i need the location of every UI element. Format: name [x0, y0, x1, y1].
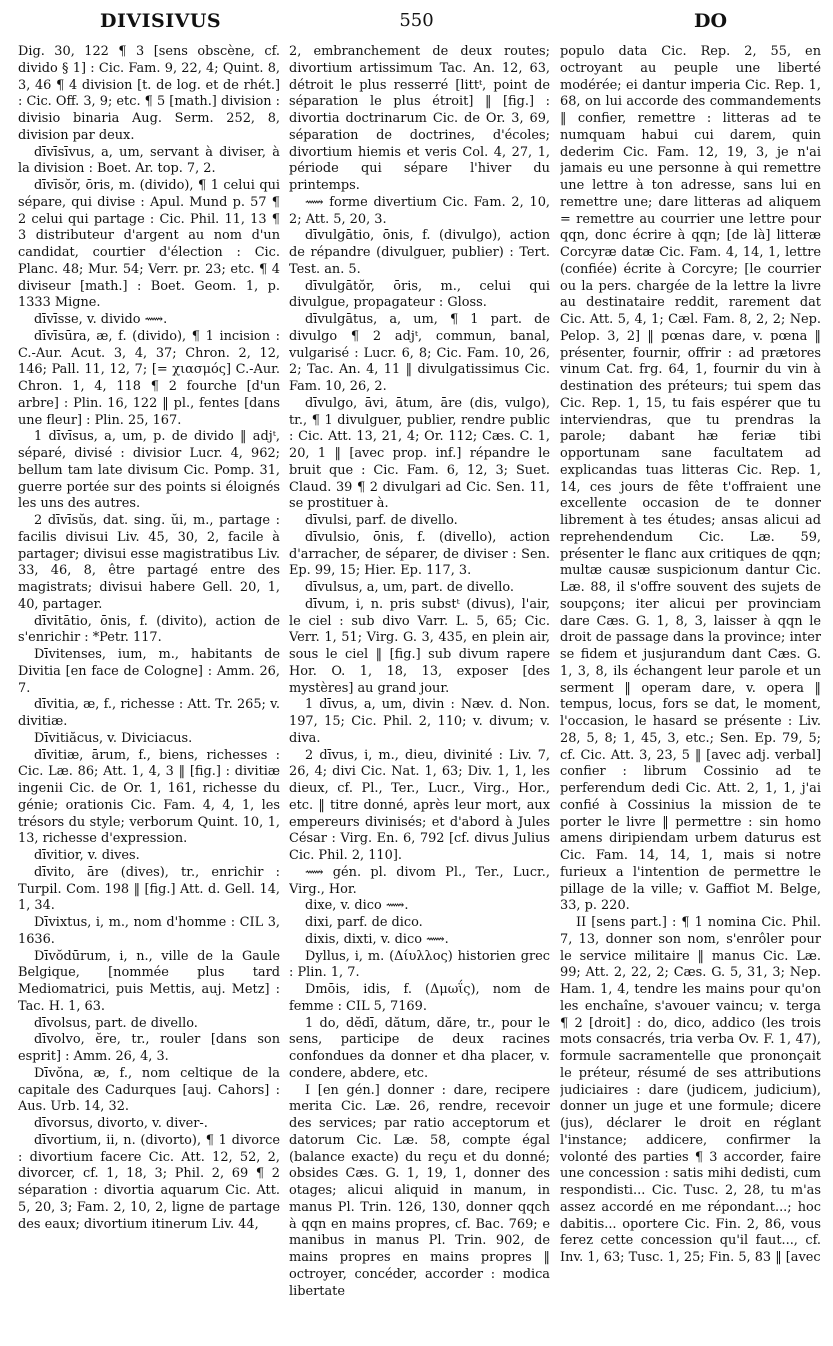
dictionary-entry: Dīvŏna, æ, f., nom celtique de la capitale des Cadurques [auj. Cahors] : Aus. Urb. 14, 32. [18, 1065, 280, 1115]
dictionary-entry: dīvīsse, v. divido ⟿. [34, 312, 168, 327]
dictionary-entry: 1 dīvīsus, a, um, p. de divido ‖ adjᵗ, séparé, divisé : divisior Lucr. 4, 962; bellum tam late divisum Cic. Pomp. 31, guerre portée sur des points si éloignés les uns des autres. [18, 429, 280, 512]
dictionary-entry: dīvulsio, ōnis, f. (divello), action d'arracher, de séparer, de diviser : Sen. Ep. 99, 15; Hier. Ep. 117, 3. [289, 529, 550, 579]
header-left-guideword: DIVISIVUS [100, 10, 222, 32]
dictionary-entry: ⟿ forme divertium Cic. Fam. 2, 10, 2; Att. 5, 20, 3. [289, 194, 550, 227]
dictionary-entry: dixe, v. dico ⟿. [305, 898, 409, 914]
column-3 [560, 44, 821, 1338]
dictionary-entry: dīvīsīvus, a, um, servant à diviser, à la division : Boet. Ar. top. 7, 2. [18, 144, 280, 177]
dictionary-entry: dīvulgātio, ōnis, f. (divulgo), action de répandre (divulguer, publier) : Tert. Test. an. 5. [289, 228, 550, 277]
running-header [18, 6, 815, 38]
column-2 [289, 44, 550, 1338]
dictionary-entry: dīvulgo, āvi, ātum, āre (dis, vulgo), tr., ¶ 1 divulguer, publier, rendre public : Cic. Att. 13, 21, 4; Or. 112; Cæs. C. 1, 20, 1 ‖ [avec prop. inf.] répandre le bruit que : Cic. Fam. 6, 12, 3; Suet. Claud. 39 ¶ 2 divulgari ad Cic. Sen. 11, se prostituer à. [289, 395, 550, 512]
dictionary-entry: dixi, parf. de dico. [305, 915, 423, 930]
dictionary-entry: dīvulsus, a, um, part. de divello. [305, 580, 515, 595]
dictionary-entry: dīvulgātus, a, um, ¶ 1 part. de divulgo ¶ 2 adjᵗ, commun, banal, vulgarisé : Lucr. 6, 8; Cic. Fam. 10, 26, 2; Tac. An. 4, 11 ‖ divulgatissimus Cic. Fam. 10, 26, 2. [289, 312, 550, 394]
page-number: 550 [399, 10, 434, 31]
dictionary-entry: dīvito, āre (dives), tr., enrichir : Turpil. Com. 198 ‖ [fig.] Att. d. Gell. 14, 1, 34. [18, 864, 280, 914]
dictionary-entry: II [sens part.] : ¶ 1 nomina Cic. Phil. 7, 13, donner son nom, s'enrôler pour le service militaire ‖ manus Cic. Læ. 99; Att. 2, 22, 2; Cæs. G. 5, 31, 3; Nep. Ham. 1, 4, tendre les mains pour qu'on les enchaîne, s'avouer vaincu; v. terga ¶ 2 [droit] : do, dico, addico (les trois mots consacrés, tria verba Ov. F. 1, 47), formule sacramentelle que prononçait le préteur, résumé de ses attributions judiciaires : dare (judicem, judicium), donner un juge et une formule; dicere (jus), déclarer le droit en réglant l'instance; addicere, confirmer la volonté des parties ¶ 3 accorder, faire une concession : satis mihi dedisti, cum respondisti... Cic. Tusc. 2, 28, tu m'as assez accordé en me répondant...; hoc dabitis... oportere Cic. Fin. 2, 86, vous ferez cette concession qu'il faut..., cf. Inv. 1, 63; Tusc. 1, 25; Fin. 5, 83 ‖ [avec [560, 915, 821, 1265]
dictionary-entry: Dig. 30, 122 ¶ 3 [sens obscène, cf. divido § 1] : Cic. Fam. 9, 22, 4; Quint. 8, 3, 46 ¶ 4 division [t. de log. et de rhét.] : Cic. Off. 3, 9; etc. ¶ 5 [math.] division : divisio binaria Aug. Serm. 252, 8, division par deux. [18, 44, 280, 143]
dictionary-entry: Dmōis, idis, f. (Δμωΐς), nom de femme : CIL 5, 7169. [289, 982, 550, 1014]
dictionary-entry: 2, embranchement de deux routes; divortium artissimum Tac. An. 12, 63, détroit le plus resserré [littᵗ, point de séparation le plus étroit] ‖ [fig.] : divortia doctrinarum Cic. de Or. 3, 69, séparation de doctrines, d'écoles; divortium hiemis et veris Col. 4, 27, 1, période qui sépare l'hiver du printemps. [289, 44, 550, 193]
dictionary-entry: dīvorsus, divorto, v. diver-. [34, 1116, 208, 1131]
dictionary-entry: I [en gén.] donner : dare, recipere merita Cic. Læ. 26, rendre, recevoir des services; par ratio acceptorum et datorum Cic. Læ. 58, compte égal (balance exacte) du reçu et du donné; obsides Cæs. G. 1, 19, 1, donner des otages; alicui aliquid in manum, in manus Pl. Trin. 126, 130, donner qqch à qqn en mains propres, cf. Bac. 769; e manibus in manus Pl. Trin. 902, de mains propres en mains propres ‖ octroyer, concéder, accorder : modica libertate [289, 1082, 550, 1299]
dictionary-entry: dīvolsus, part. de divello. [34, 1015, 198, 1031]
dictionary-entry: dīvitia, æ, f., richesse : Att. Tr. 265; v. divitiæ. [18, 697, 280, 729]
dictionary-entry: 2 dīvīsŭs, dat. sing. ŭi, m., partage : facilis divisui Liv. 45, 30, 2, facile à partager; divisui esse magistratibus Liv. 33, 46, 8, être partagé entre des magistrats; divisui habere Gell. 20, 1, 40, partager. [18, 513, 280, 612]
dictionary-entry: dīvum, i, n. pris substᵗ (divus), l'air, le ciel : sub divo Varr. L. 5, 65; Cic. Verr. 1, 51; Virg. G. 3, 435, en plein air, sous le ciel ‖ [fig.] sub divum rapere Hor. O. 1, 18, 13, exposer [des mystères] au grand jour. [289, 596, 550, 696]
dictionary-entry: dīvīsūra, æ, f. (divido), ¶ 1 incision : C.-Aur. Acut. 3, 4, 37; Chron. 2, 12, 146; Pall. 11, 12, 7; [= χιασμός] C.-Aur. Chron. 1, 4, 118 ¶ 2 fourche [d'un arbre] : Plin. 16, 122 ‖ pl., fentes [dans une fleur] : Plin. 25, 167. [18, 328, 280, 428]
dictionary-entry: dīvitiæ, ārum, f., biens, richesses : Cic. Læ. 86; Att. 1, 4, 3 ‖ [fig.] : divitiæ ingenii Cic. de Or. 1, 161, richesse du génie; orationis Cic. Fam. 4, 4, 1, les trésors du style; verborum Quint. 10, 1, 13, richesse d'expression. [18, 747, 280, 847]
dictionary-entry: dīvolvo, ĕre, tr., rouler [dans son esprit] : Amm. 26, 4, 3. [18, 1032, 280, 1064]
dictionary-entry: dīvitātio, ōnis, f. (divito), action de s'enrichir : *Petr. 117. [18, 613, 280, 646]
dictionary-entry: Dīvitenses, ium, m., habitants de Divitia [en face de Cologne] : Amm. 26, 7. [18, 647, 280, 696]
dictionary-entry: 1 dīvus, a, um, divin : Næv. d. Non. 197, 15; Cic. Phil. 2, 110; v. divum; v. diva. [289, 697, 550, 746]
dictionary-entry: Dyllus, i, m. (Δίυλλος) historien grec : Plin. 1, 7. [289, 948, 550, 981]
dictionary-entry: dīvīsŏr, ōris, m. (divido), ¶ 1 celui qui sépare, qui divise : Apul. Mund p. 57 ¶ 2 celui qui partage : Cic. Phil. 11, 13 ¶ 3 distributeur d'argent au nom d'un candidat, courtier d'élection : Cic. Planc. 48; Mur. 54; Verr. pr. 23; etc. ¶ 4 diviseur [math.] : Boet. Geom. 1, p. 1333 Migne. [18, 178, 280, 311]
dictionary-entry: populo data Cic. Rep. 2, 55, en octroyant au peuple une liberté modérée; ei dantur imperia Cic. Rep. 1, 68, on lui accorde des commandements ‖ confier, remettre : litteras ad te numquam habui cui darem, quin dederim Cic. Fam. 12, 19, 3, je n'ai jamais eu une personne à qui remettre une lettre à ton adresse, sans lui en remettre une; dare litteras ad aliquem = remettre au courrier une lettre pour qqn, donc écrire à qqn; [de là] litteræ Corcyræ datæ Cic. Fam. 4, 14, 1, lettre (confiée) écrite à Corcyre; [le courrier ou la pers. chargée de la lettre la livre au destinataire reddit, rarement dat Cic. Att. 5, 4, 1; Cæl. Fam. 8, 2, 2; Nep. Pelop. 3, 2] ‖ pœnas dare, v. pœna ‖ présenter, fournir, offrir : ad prætores vinum Cat. frg. 64, 1, fournir du vin à destination des préteurs; tui spem das Cic. Rep. 1, 15, tu fais espérer que tu interviendras, que tu prendras la parole; dabant hæ feriæ tibi opportunam sane facultatem ad explicandas tuas litteras Cic. Rep. 1, 14, ces jours de fête t'offraient une excellente occasion de te donner librement à tes études; ansas alicui ad reprehendendum Cic. Læ. 59, présenter le flanc aux critiques de qqn; multæ causæ suspicionum dantur Cic. Læ. 88, il s'offre souvent des sujets de soupçons; iter alicui per provinciam dare Cæs. G. 1, 8, 3, laisser à qqn le droit de passage dans la province; inter se fidem et jusjurandum dant Cæs. G. 1, 3, 8, ils échangent leur parole et un serment ‖ operam dare, v. opera ‖ tempus, locus, fors se dat, le moment, l'occasion, le hasard se présente : Liv. 28, 5, 8; 1, 45, 3, etc.; Sen. Ep. 79, 5; cf. Cic. Att. 3, 23, 5 ‖ [avec adj. verbal] confier : librum Cossinio ad te perferendum dedi Cic. Att. 2, 1, 1, j'ai confié à Cossinius la mission de te porter le livre ‖ permettre : sin homo amens diripiendam urbem daturus est Cic. Fam. 14, 14, 1, mais si notre furieux a l'intention de permettre le pillage de la ville; v. Gaffiot M. Belge, 33, p. 220. [560, 44, 821, 914]
dictionary-entry: 1 do, dĕdī, dătum, dăre, tr., pour le sens, participe de deux racines confondues da donner et dha placer, v. condere, abdere, etc. [289, 1015, 550, 1081]
dictionary-entry: Dīvŏdūrum, i, n., ville de la Gaule Belgique, [nommée plus tard Mediomatrici, puis Mettis, auj. Metz] : Tac. H. 1, 63. [18, 948, 280, 1014]
dictionary-entry: Dīvixtus, i, m., nom d'homme : CIL 3, 1636. [18, 915, 280, 947]
dictionary-entry: dīvortium, ii, n. (divorto), ¶ 1 divorce : divortium facere Cic. Att. 12, 52, 2, divorcer, cf. 1, 18, 3; Phil. 2, 69 ¶ 2 séparation : divortia aquarum Cic. Att. 5, 20, 3; Fam. 2, 10, 2, ligne de partage des eaux; divortium itinerum Liv. 44, [18, 1132, 280, 1232]
column-1 [18, 44, 280, 1338]
header-right-guideword: DO [693, 10, 727, 32]
dictionary-entry: dīvitior, v. dives. [34, 848, 140, 863]
dictionary-entry: dixis, dixti, v. dico ⟿. [305, 931, 449, 947]
dictionary-entry: dīvulgātŏr, ōris, m., celui qui divulgue, propagateur : Gloss. [289, 278, 550, 311]
dictionary-entry: Dīvitiăcus, v. Diviciacus. [34, 730, 193, 746]
dictionary-entry: 2 dīvus, i, m., dieu, divinité : Liv. 7, 26, 4; divi Cic. Nat. 1, 63; Div. 1, 1, les dieux, cf. Pl., Ter., Lucr., Virg., Hor., etc. ‖ titre donné, après leur mort, aux empereurs divinisés; et d'abord à Jules César : Virg. En. 6, 792 [cf. divus Julius Cic. Phil. 2, 110]. [289, 747, 550, 863]
dictionary-entry: dīvulsi, parf. de divello. [305, 513, 458, 528]
dictionary-entry: ⟿ gén. pl. divom Pl., Ter., Lucr., Virg., Hor. [289, 864, 550, 897]
